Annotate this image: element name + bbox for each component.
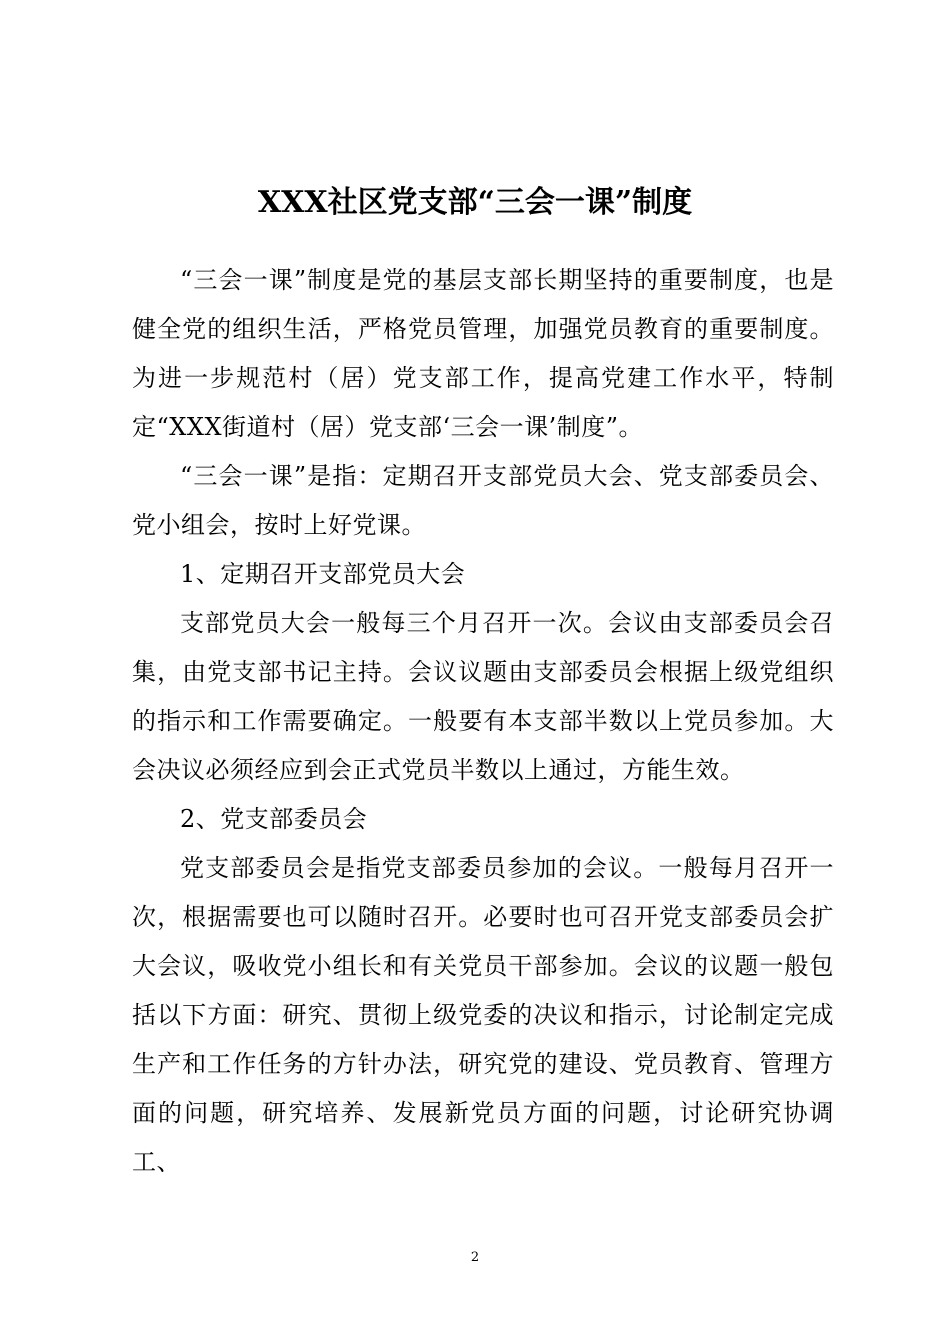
paragraph-definition: “三会一课”是指：定期召开支部党员大会、党支部委员会、党小组会，按时上好党课。 bbox=[132, 462, 834, 539]
document-title: XXX社区党支部“三会一课”制度 bbox=[257, 185, 693, 220]
paragraph-section-2: 党支部委员会是指党支部委员参加的会议。一般每月召开一次，根据需要也可以随时召开。必要时也可召开党支部委员会扩大会议，吸收党小组长和有关党员干部参加。会议的议题一般包括以下方面：研究、贯彻上级党委的决议和指示，讨论制定完成生产和工作任务的方针办法，研究党的建设、党员教育、管理方面的问题，研究培养、发展新党员方面的问题，讨论研究协调工、 bbox=[132, 854, 834, 1176]
page-number: 2 bbox=[470, 1250, 480, 1265]
paragraph-section-1: 支部党员大会一般每三个月召开一次。会议由支部委员会召集，由党支部书记主持。会议议题由支部委员会根据上级党组织的指示和工作需要确定。一般要有本支部半数以上党员参加。大会决议必须经应到会正式党员半数以上通过，方能生效。 bbox=[132, 609, 834, 784]
document-body bbox=[132, 256, 834, 1187]
section-heading-2: 2、党支部委员会 bbox=[180, 805, 368, 833]
section-heading-1: 1、定期召开支部党员大会 bbox=[180, 560, 466, 588]
paragraph-intro: “三会一课”制度是党的基层支部长期坚持的重要制度，也是健全党的组织生活，严格党员管理，加强党员教育的重要制度。为进一步规范村（居）党支部工作，提高党建工作水平，特制定“XXX街道村（居）党支部‘三会一课’制度”。 bbox=[132, 266, 834, 441]
